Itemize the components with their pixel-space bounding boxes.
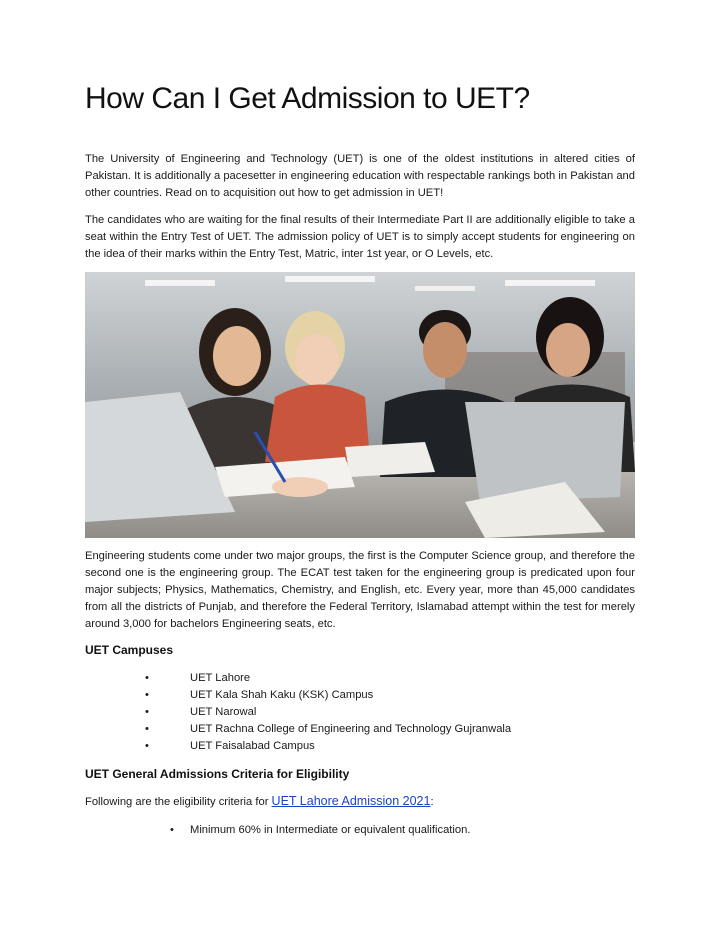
campus-name: UET Faisalabad Campus bbox=[190, 740, 315, 752]
candidates-paragraph: The candidates who are waiting for the final results of their Intermediate Part II are additionally eligible to take a seat within the Entry Test of UET. The admission policy of UET is to simply accept students for engineering on the idea of their marks within the Entry Test, Matric, inter 1st year, or O Levels, etc. bbox=[85, 214, 635, 260]
bullet: • bbox=[145, 740, 149, 752]
page-title: How Can I Get Admission to UET? bbox=[85, 82, 530, 115]
eligibility-intro bbox=[85, 793, 434, 811]
criteria-heading: UET General Admissions Criteria for Eligibility bbox=[85, 767, 350, 781]
campuses-heading: UET Campuses bbox=[85, 643, 174, 657]
bullet: • bbox=[145, 672, 149, 684]
campus-name: UET Kala Shah Kaku (KSK) Campus bbox=[190, 689, 374, 701]
bullet: • bbox=[145, 706, 149, 718]
groups-paragraph: Engineering students come under two major groups, the first is the Computer Science group, and therefore the second one is the engineering group. The ECAT test taken for the engineering group is predicated upon four major subjects; Physics, Mathematics, Chemistry, and English, etc. Every year, more than 45,000 candidates from all the districts of Punjab, and therefore the Federal Territory, Islamabad attempt within the test for merely around 3,000 for bachelors Engineering seats, etc. bbox=[85, 550, 635, 630]
eligibility-intro-end: : bbox=[430, 796, 434, 808]
campus-name: UET Lahore bbox=[190, 672, 251, 684]
eligibility-intro-text: Following are the eligibility criteria for bbox=[85, 796, 272, 808]
bullet: • bbox=[145, 689, 149, 701]
intro-paragraph: The University of Engineering and Technology (UET) is one of the oldest institutions in altered cities of Pakistan. It is additionally a pacesetter in engineering education with respectable rankings both in Pakistan and other countries. Read on to acquisition out how to get admission in UET! bbox=[85, 153, 635, 199]
criterion-text: Minimum 60% in Intermediate or equivalent qualification. bbox=[190, 824, 471, 836]
students-photo bbox=[85, 272, 635, 538]
uet-lahore-admission-link[interactable]: UET Lahore Admission 2021 bbox=[271, 794, 431, 808]
campus-name: UET Narowal bbox=[190, 706, 257, 718]
bullet: • bbox=[170, 824, 174, 836]
campus-name: UET Rachna College of Engineering and Technology Gujranwala bbox=[190, 723, 512, 735]
bullet: • bbox=[145, 723, 149, 735]
